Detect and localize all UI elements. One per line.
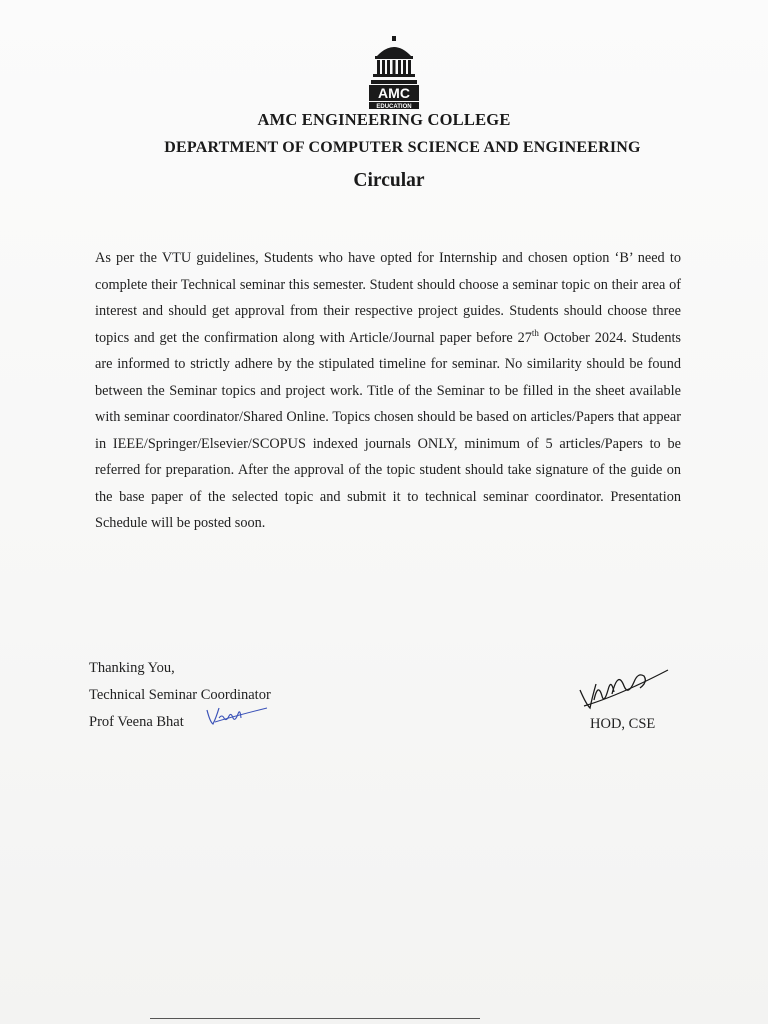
document-title: Circular bbox=[353, 170, 425, 191]
college-name: AMC ENGINEERING COLLEGE bbox=[257, 110, 511, 129]
circular-body-part-1: As per the VTU guidelines, Students who have opted for Internship and chosen option ‘B’ need to complete their Technical seminar this semester. Student should choose a seminar topic on their area of interest and should get approval from their respective project guides. Students should choose three topics and get the confirmation along with Article/Journal paper before 27 bbox=[95, 250, 681, 346]
page-bottom-rule bbox=[150, 1018, 480, 1019]
hod-label: HOD, CSE bbox=[590, 716, 656, 732]
circular-body-part-2: October 2024. Students are informed to strictly adhere by the stipulated timeline for seminar. No similarity should be found between the Seminar topics and project work. Title of the Seminar to be filled in the sheet available with seminar coordinator/Shared Online. Topics chosen should be based on articles/Papers that appear in IEEE/Springer/Elsevier/SCOPUS indexed journals ONLY, minimum of 5 articles/Papers to be referred for preparation. After the approval of the topic student should take signature of the guide on the base paper of the selected topic and submit it to technical seminar coordinator. Presentation Schedule will be posted soon. bbox=[95, 329, 681, 531]
date-superscript: th bbox=[531, 327, 539, 338]
hod-signature bbox=[578, 660, 672, 716]
coordinator-name: Prof Veena Bhat bbox=[89, 714, 184, 730]
circular-body bbox=[95, 245, 681, 537]
svg-text:AMC: AMC bbox=[378, 85, 410, 101]
coordinator-role: Technical Seminar Coordinator bbox=[89, 687, 271, 703]
department-name: DEPARTMENT OF COMPUTER SCIENCE AND ENGINEERING bbox=[164, 139, 641, 156]
svg-text:EDUCATION: EDUCATION bbox=[376, 104, 412, 110]
coordinator-signature bbox=[205, 704, 269, 728]
closing-thanks: Thanking You, bbox=[89, 660, 175, 676]
amc-logo bbox=[363, 36, 425, 110]
